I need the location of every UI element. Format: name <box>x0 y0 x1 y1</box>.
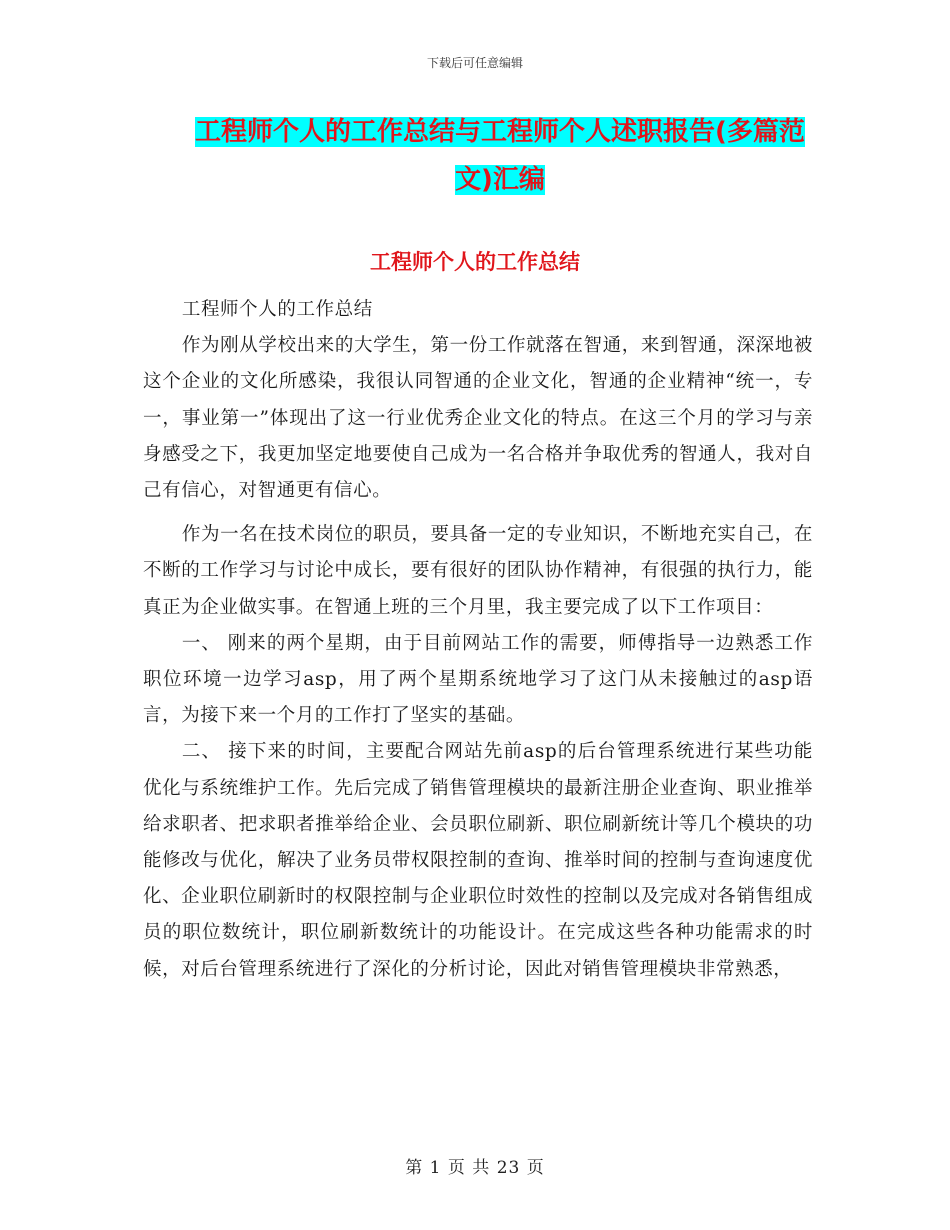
paragraph: 作为刚从学校出来的大学生，第一份工作就落在智通，来到智通，深深地被这个企业的文化所感染，我很认同智通的企业文化，智通的企业精神“统一，专一，事业第一”体现出了这一行业优秀企业文化的特点。在这三个月的学习与亲身感受之下，我更加坚定地要使自己成为一名合格并争取优秀的智通人，我对自己有信心，对智通更有信心。 <box>143 335 813 502</box>
paragraph: 作为一名在技术岗位的职员，要具备一定的专业知识，不断地充实自己，在不断的工作学习与讨论中成长，要有很好的团队协作精神，有很强的执行力，能真正为企业做实事。在智通上班的三个月里，我主要完成了以下工作项目： <box>143 524 813 618</box>
document-title <box>180 108 820 204</box>
document-title-text: 工程师个人的工作总结与工程师个人述职报告(多篇范文)汇编 <box>195 117 805 195</box>
page-footer: 第 1 页 共 23 页 <box>405 1158 545 1178</box>
document-body <box>143 292 813 988</box>
paragraph: 二、 接下来的时间，主要配合网站先前asp的后台管理系统进行某些功能优化与系统维护工作。先后完成了销售管理模块的最新注册企业查询、职业推举给求职者、把求职者推举给企业、会员职位刷新、职位刷新统计等几个模块的功能修改与优化，解决了业务员带权限控制的查询、推举时间的控制与查询速度优化、企业职位刷新时的权限控制与企业职位时效性的控制以及完成对各销售组成员的职位数统计，职位刷新数统计的功能设计。在完成这些各种功能需求的时候，对后台管理系统进行了深化的分析讨论，因此对销售管理模块非常熟悉， <box>143 741 813 980</box>
section-title: 工程师个人的工作总结 <box>370 250 580 274</box>
paragraph: 一、 刚来的两个星期，由于目前网站工作的需要，师傅指导一边熟悉工作职位环境一边学习asp，用了两个星期系统地学习了这门从未接触过的asp语言，为接下来一个月的工作打了坚实的基础。 <box>143 632 813 727</box>
paragraph-subtitle: 工程师个人的工作总结 <box>181 299 373 320</box>
header-note: 下载后可任意编辑 <box>426 56 523 70</box>
